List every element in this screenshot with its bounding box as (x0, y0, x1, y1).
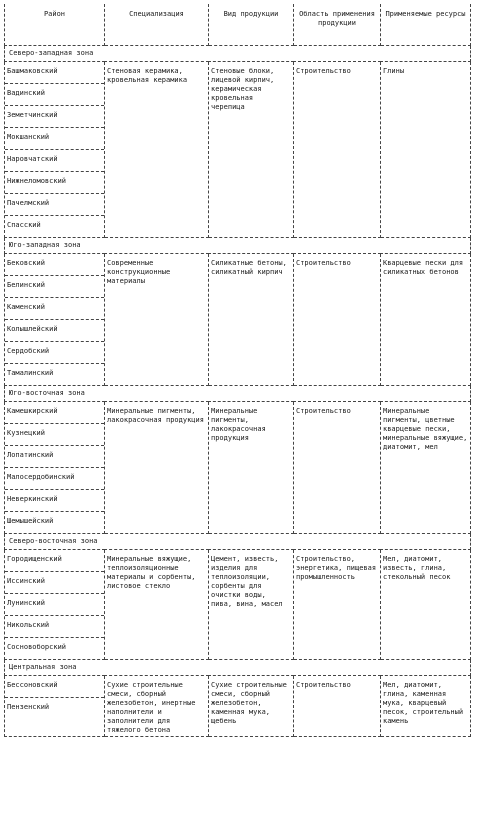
zone-data-row (5, 254, 471, 386)
application-cell: Строительство (294, 254, 381, 386)
district-item: Пензенский (7, 703, 50, 711)
district-item: Сосновоборский (7, 643, 67, 651)
zone-row (5, 386, 471, 402)
zone-title: Центральная зона (5, 660, 471, 676)
district-item: Сердобский (5, 342, 104, 364)
application-cell: Строительство (294, 402, 381, 534)
zone-row (5, 46, 471, 62)
district-item: Бессоновский (5, 676, 104, 698)
zone-row (5, 238, 471, 254)
zone-row (5, 534, 471, 550)
application-cell: Строительство, энергетика, пищевая промышленность (294, 550, 381, 660)
product-cell: Минеральные пигменты, лакокрасочная продукция (209, 402, 294, 534)
zone-title: Северо-западная зона (5, 46, 471, 62)
specialization-cell: Минеральные вяжущие, теплоизоляционные материалы и сорбенты, листовое стекло (105, 550, 209, 660)
application-cell: Строительство (294, 62, 381, 238)
zone-title: Юго-восточная зона (5, 386, 471, 402)
district-item: Наровчатский (5, 150, 104, 172)
product-cell: Сухие строительные смеси, сборный железобетон, каменная мука, щебень (209, 676, 294, 737)
header-district: Район (5, 4, 105, 46)
zone-data-row (5, 402, 471, 534)
district-list (5, 62, 105, 238)
specialization-cell: Сухие строительные смеси, сборный железобетон, инертные наполнители и заполнители для тяжелого бетона (105, 676, 209, 737)
district-list (5, 550, 105, 660)
district-item: Мокшанский (5, 128, 104, 150)
district-item: Земетчинский (5, 106, 104, 128)
header-resources: Применяемые ресурсы (381, 4, 471, 46)
district-item: Бековский (5, 254, 104, 276)
specialization-cell: Минеральные пигменты, лакокрасочная продукция (105, 402, 209, 534)
resources-cell: Глины (381, 62, 471, 238)
district-item: Шемышейский (7, 517, 54, 525)
district-list (5, 676, 105, 737)
zone-row (5, 660, 471, 676)
zone-title: Северо-восточная зона (5, 534, 471, 550)
industry-zones-table (4, 4, 471, 737)
table-body (5, 46, 471, 737)
resources-cell: Мел, диатомит, глина, каменная мука, кварцевый песок, строительный камень (381, 676, 471, 737)
district-item: Камешкирский (5, 402, 104, 424)
district-item: Лунинский (5, 594, 104, 616)
district-item: Городищенский (5, 550, 104, 572)
district-item: Кузнецкий (5, 424, 104, 446)
zone-data-row (5, 62, 471, 238)
zone-title: Юго-западная зона (5, 238, 471, 254)
product-cell: Силикатные бетоны, силикатный кирпич (209, 254, 294, 386)
resources-cell: Мел, диатомит, известь, глина, стекольный песок (381, 550, 471, 660)
header-product: Вид продукции (209, 4, 294, 46)
header-application: Область применения продукции (294, 4, 381, 46)
header-row (5, 4, 471, 46)
zone-data-row (5, 676, 471, 737)
zone-data-row (5, 550, 471, 660)
district-item: Нижнеломовский (5, 172, 104, 194)
resources-cell: Минеральные пигменты, цветные кварцевые пески, минеральные вяжущие, диатомит, мел (381, 402, 471, 534)
header-specialization: Специализация (105, 4, 209, 46)
district-item: Неверкинский (5, 490, 104, 512)
district-item: Спасский (7, 221, 41, 229)
district-item: Белинский (5, 276, 104, 298)
district-item: Тамалинский (7, 369, 54, 377)
district-item: Башмаковский (5, 62, 104, 84)
district-item: Пачелмский (5, 194, 104, 216)
product-cell: Стеновые блоки, лицевой кирпич, керамическая кровельная черепица (209, 62, 294, 238)
district-item: Иссинский (5, 572, 104, 594)
district-item: Колышлейский (5, 320, 104, 342)
specialization-cell: Стеновая керамика, кровельная керамика (105, 62, 209, 238)
district-item: Малосердобинский (5, 468, 104, 490)
district-item: Никольский (5, 616, 104, 638)
application-cell: Строительство (294, 676, 381, 737)
district-item: Вадинский (5, 84, 104, 106)
district-item: Каменский (5, 298, 104, 320)
district-item: Лопатинский (5, 446, 104, 468)
specialization-cell: Современные конструкционные материалы (105, 254, 209, 386)
district-list (5, 402, 105, 534)
resources-cell: Кварцевые пески для силикатных бетонов (381, 254, 471, 386)
district-list (5, 254, 105, 386)
product-cell: Цемент, известь, изделия для теплоизоляции, сорбенты для очистки воды, пива, вина, масел (209, 550, 294, 660)
